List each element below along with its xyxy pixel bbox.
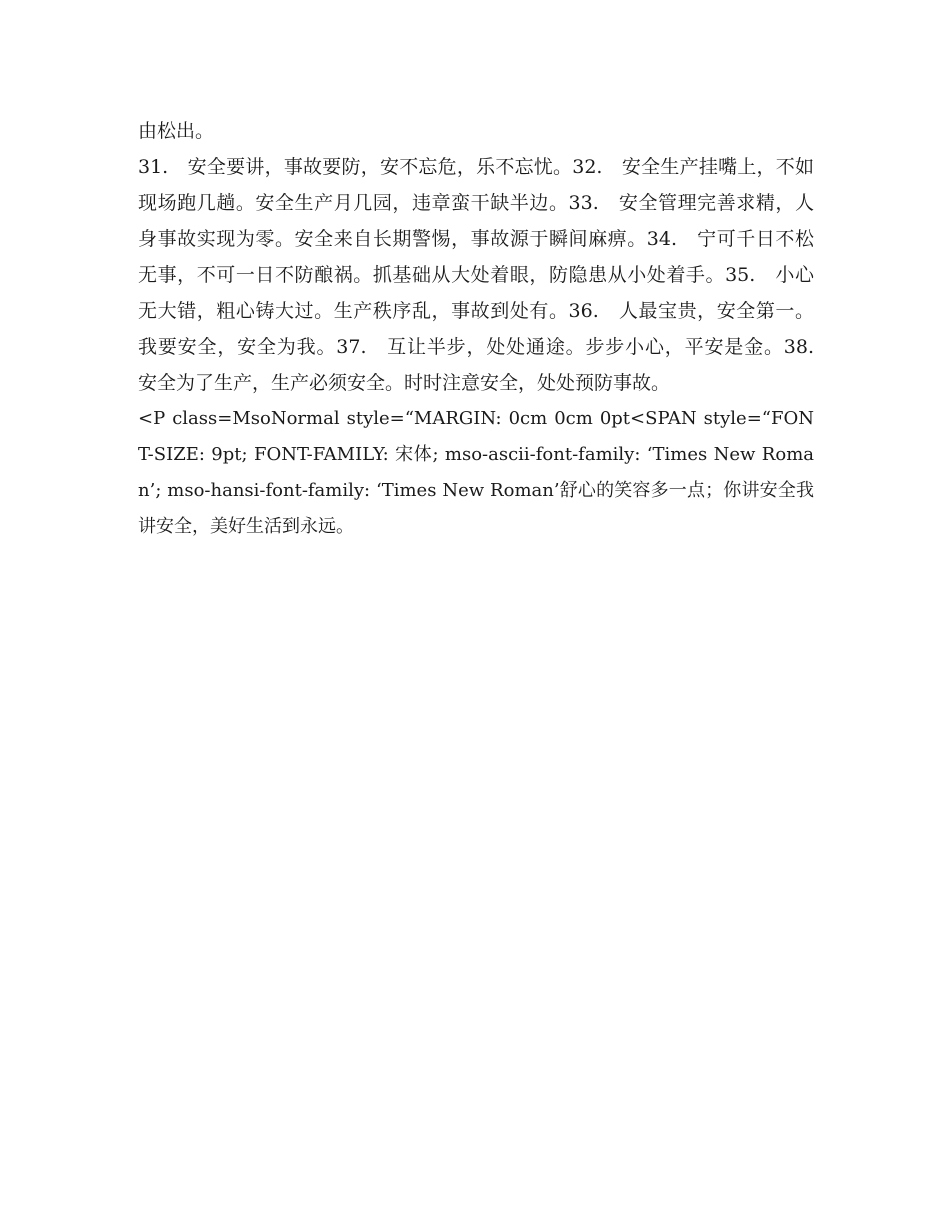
paragraph-safety-slogans: 31. 安全要讲，事故要防，安不忘危，乐不忘忧。32. 安全生产挂嘴上，不如现场跑几趟。安全生产月几园，违章蛮干缺半边。33. 安全管理完善求精，人身事故实现为零。安全来自长期警惕，事故源于瞬间麻痹。34. 宁可千日不松无事，不可一日不防酿祸。抓基础从大处着眼，防隐患从小处着手。35. 小心无大错，粗心铸大过。生产秩序乱，事故到处有。36. 人最宝贵，安全第一。我要安全，安全为我。37. 互让半步，处处通途。步步小心，平安是金。38. 安全为了生产，生产必须安全。时时注意安全，处处预防事故。 [138, 156, 834, 394]
paragraph-html-markup-text: <P class=MsoNormal style=“MARGIN: 0cm 0cm 0pt<SPAN style=“FONT-SIZE: 9pt; FONT-FAMILY: 宋体; mso-ascii-font-family: ‘Times New Roman’; mso-hansi-font-family: ‘Times New Roman’舒心的笑容多一点；你讲安全我讲安全，美好生活到永远。 [138, 408, 814, 537]
document-body [138, 113, 834, 545]
paragraph-continuation: 由松出。 [138, 120, 215, 142]
